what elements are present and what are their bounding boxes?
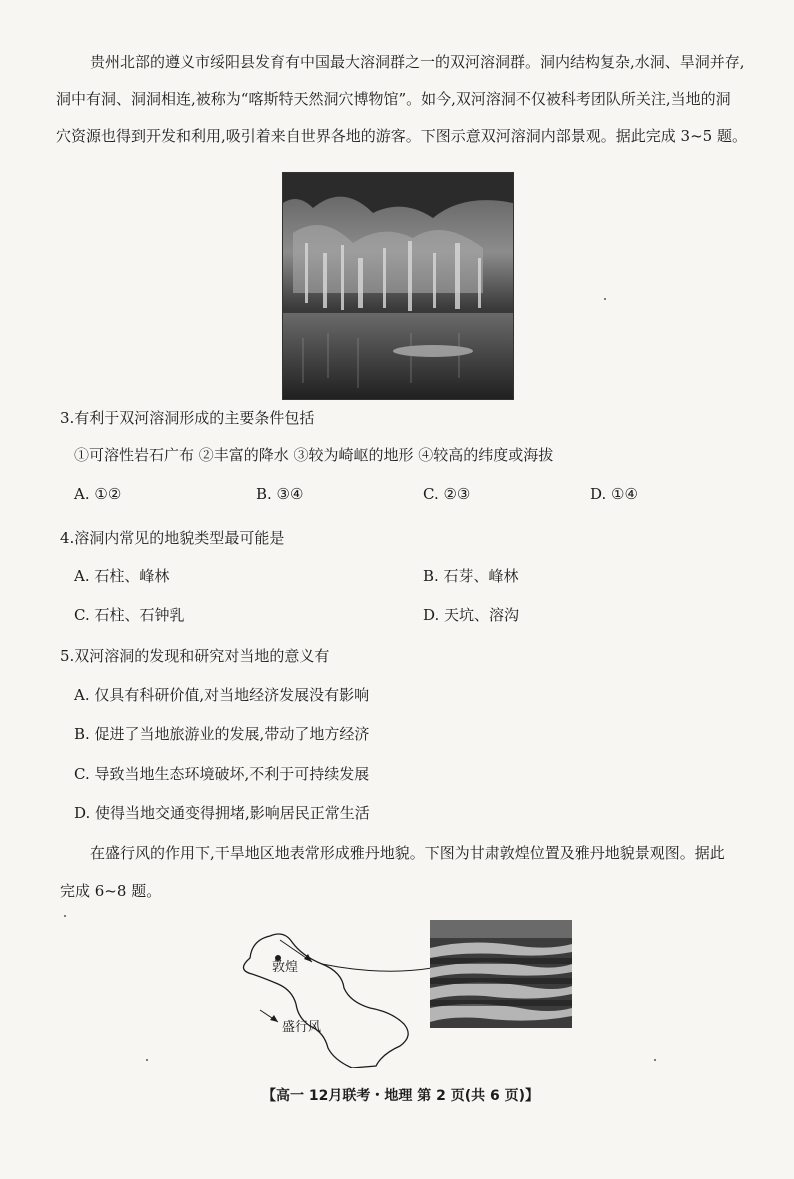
passage-line: 穴资源也得到开发和利用,吸引着来自世界各地的游客。下图示意双河溶洞内部景观。据此完成 3~5 题。	[56, 127, 747, 145]
passage-line: 在盛行风的作用下,干旱地区地表常形成雅丹地貌。下图为甘肃敦煌位置及雅丹地貌景观图。据此	[90, 844, 725, 862]
cave-interior-photo	[282, 172, 514, 400]
question-5-option-d: D. 使得当地交通变得拥堵,影响居民正常生活	[74, 804, 370, 822]
question-3-option-d: D. ①④	[590, 485, 638, 503]
passage-shuanghe-cave	[56, 44, 756, 155]
question-4-stem: 4.溶洞内常见的地貌类型最可能是	[60, 529, 285, 547]
passage-yardang	[60, 834, 760, 910]
question-5-option-a: A. 仅具有科研价值,对当地经济发展没有影响	[74, 686, 370, 704]
question-4-option-b: B. 石芽、峰林	[423, 567, 519, 585]
scan-speck	[146, 1059, 148, 1061]
question-4-option-d: D. 天坑、溶沟	[423, 606, 520, 624]
question-3-conditions: ①可溶性岩石广布 ②丰富的降水 ③较为崎岖的地形 ④较高的纬度或海拔	[74, 446, 554, 464]
question-5-option-b: B. 促进了当地旅游业的发展,带动了地方经济	[74, 725, 370, 743]
page-footer: 【高一 12月联考・地理 第 2 页(共 6 页)】	[262, 1088, 540, 1104]
question-5-stem: 5.双河溶洞的发现和研究对当地的意义有	[60, 647, 330, 665]
question-3-option-b: B. ③④	[256, 485, 304, 503]
scan-speck	[604, 298, 606, 300]
dunhuang-label: 敦煌	[272, 960, 299, 975]
question-3-option-c: C. ②③	[423, 485, 471, 503]
scan-speck	[64, 915, 66, 917]
passage-line: 洞中有洞、洞洞相连,被称为“喀斯特天然洞穴博物馆”。如今,双河溶洞不仅被科考团队所关注,当地的洞	[56, 90, 731, 108]
question-4-option-a: A. 石柱、峰林	[74, 567, 170, 585]
question-4-option-c: C. 石柱、石钟乳	[74, 606, 185, 624]
yardang-landscape-photo	[430, 920, 572, 1028]
question-3-option-a: A. ①②	[74, 485, 122, 503]
question-5-option-c: C. 导致当地生态环境破坏,不利于可持续发展	[74, 765, 370, 783]
passage-line: 贵州北部的遵义市绥阳县发育有中国最大溶洞群之一的双河溶洞群。洞内结构复杂,水洞、旱洞并存,	[90, 53, 745, 71]
question-3-stem: 3.有利于双河溶洞形成的主要条件包括	[60, 409, 315, 427]
gansu-location-map	[232, 928, 432, 1068]
passage-line: 完成 6~8 题。	[60, 882, 162, 900]
prevailing-wind-label: 盛行风	[282, 1020, 322, 1035]
scan-speck	[654, 1059, 656, 1061]
